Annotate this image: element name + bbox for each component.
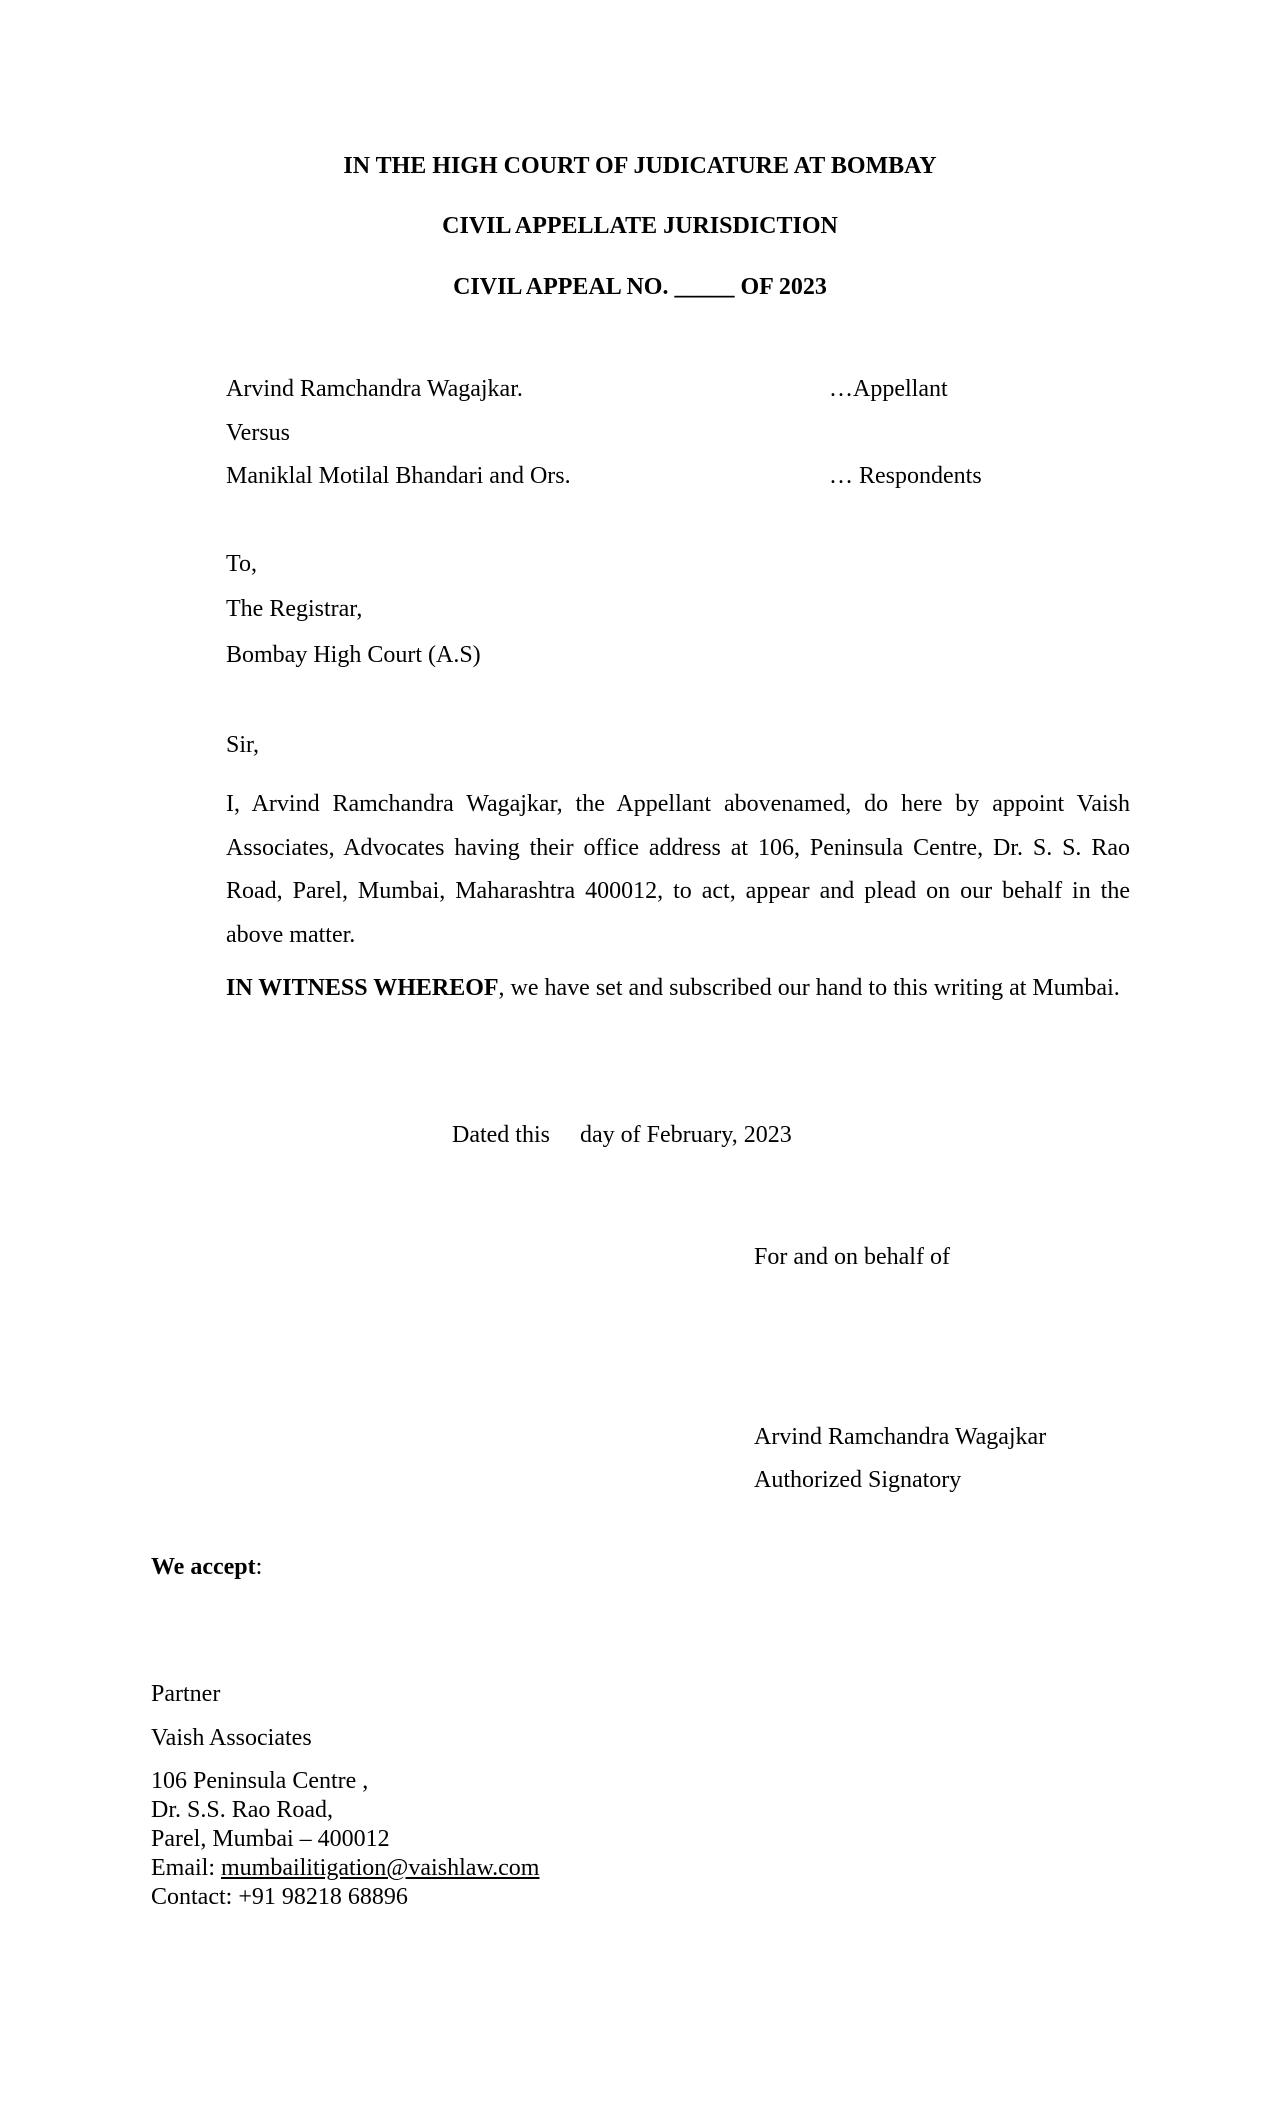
jurisdiction-title: CIVIL APPELLATE JURISDICTION	[442, 213, 838, 239]
email-line	[151, 1853, 539, 1883]
addressee-office: Bombay High Court (A.S)	[226, 642, 481, 668]
dated-prefix: Dated this	[452, 1122, 550, 1148]
signatory-name: Arvind Ramchandra Wagajkar	[754, 1424, 1047, 1450]
email-label: Email:	[151, 1855, 221, 1881]
addressee-title: The Registrar,	[226, 596, 363, 622]
signatory-designation: Authorized Signatory	[754, 1467, 962, 1493]
salutation: Sir,	[226, 732, 260, 758]
dated-suffix: day of February, 2023	[580, 1122, 792, 1148]
email-link[interactable]: mumbailitigation@vaishlaw.com	[220, 1855, 540, 1881]
witness-heading: IN WITNESS WHEREOF	[226, 975, 499, 1001]
court-title: IN THE HIGH COURT OF JUDICATURE AT BOMBAY	[343, 153, 937, 179]
contact-line: Contact: +91 98218 68896	[151, 1884, 408, 1910]
on-behalf-label: For and on behalf of	[754, 1244, 950, 1270]
respondent-name: Maniklal Motilal Bhandari and Ors.	[226, 463, 571, 489]
appellant-role: …Appellant	[829, 376, 948, 402]
witness-text: , we have set and subscribed our hand to this writing at Mumbai.	[498, 975, 1120, 1001]
firm-name: Vaish Associates	[151, 1725, 312, 1751]
addressee-to: To,	[226, 551, 257, 577]
address-line-2: Dr. S.S. Rao Road,	[151, 1797, 334, 1823]
acceptance-label-bold: We accept	[151, 1554, 256, 1580]
respondent-role: … Respondents	[829, 463, 982, 489]
versus-label: Versus	[226, 420, 290, 446]
witness-paragraph	[226, 967, 1130, 1011]
partner-label: Partner	[151, 1681, 221, 1707]
appointment-paragraph: I, Arvind Ramchandra Wagajkar, the Appellant abovenamed, do here by appoint Vaish Associates, Advocates having their office address at 106, Peninsula Centre, Dr. S. S. Rao Road, Parel, Mumbai, Maharashtra 400012, to act, appear and plead on our behalf in the above matter.	[226, 791, 1130, 948]
acceptance-label	[151, 1552, 262, 1582]
appellant-name: Arvind Ramchandra Wagajkar.	[226, 376, 523, 402]
acceptance-label-colon: :	[255, 1554, 263, 1580]
address-line-3: Parel, Mumbai – 400012	[151, 1826, 390, 1852]
appeal-number: CIVIL APPEAL NO. _____ OF 2023	[453, 274, 827, 300]
address-line-1: 106 Peninsula Centre ,	[151, 1768, 369, 1794]
